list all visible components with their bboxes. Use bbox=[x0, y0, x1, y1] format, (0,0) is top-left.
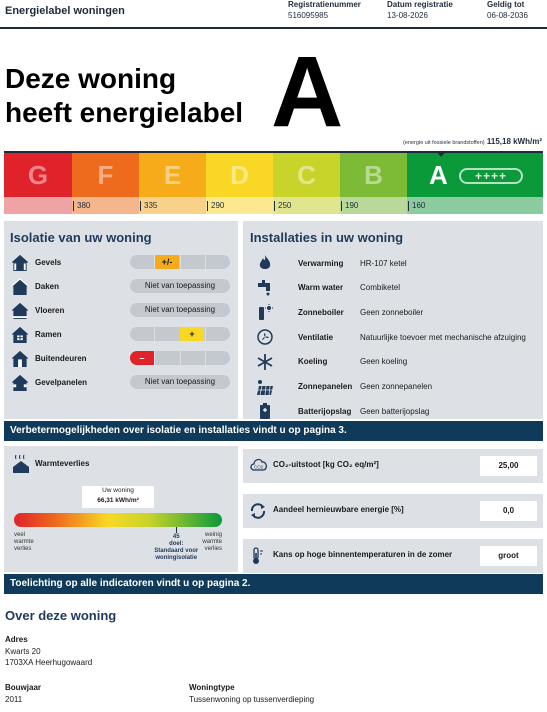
right-label-3: verlies bbox=[204, 546, 222, 552]
hero-line-1: Deze woning bbox=[5, 63, 177, 94]
svg-text:CO2: CO2 bbox=[254, 464, 264, 470]
installatie-value: Natuurlijke toevoer met mechanische afzuiging bbox=[360, 332, 526, 342]
indicator-2 bbox=[243, 494, 543, 528]
label-segment-d bbox=[206, 153, 273, 197]
installatie-value: Geen zonneboiler bbox=[360, 307, 424, 317]
isolatie-label: Gevels bbox=[35, 257, 62, 267]
scale-threshold: 380 bbox=[73, 201, 90, 211]
address-label: Adres bbox=[5, 635, 28, 644]
door-icon bbox=[10, 349, 30, 367]
indicator-1 bbox=[243, 449, 543, 483]
active-label-notch bbox=[436, 151, 446, 157]
indicator-value: 25,00 bbox=[480, 456, 537, 476]
installatie-label: Zonneboiler bbox=[298, 307, 344, 317]
address-line-2: 1703XA Heerhugowaard bbox=[5, 658, 93, 667]
target-label-1: doel: bbox=[169, 541, 184, 547]
renewable-icon bbox=[249, 502, 267, 525]
installatie-row-zonneboiler bbox=[255, 302, 540, 322]
target-label-3: woningisolatie bbox=[155, 555, 198, 561]
installatie-row-verwarming bbox=[255, 253, 540, 273]
scale-cell bbox=[340, 197, 407, 214]
valid-until bbox=[487, 0, 528, 22]
label-segment-b bbox=[340, 153, 407, 197]
scale-cell bbox=[72, 197, 139, 214]
indicator-3 bbox=[243, 539, 543, 573]
energy-label-bar bbox=[4, 151, 543, 197]
snowflake-icon bbox=[255, 353, 275, 371]
isolatie-row-ramen bbox=[10, 324, 232, 344]
document-header bbox=[0, 0, 547, 29]
left-scale-label bbox=[14, 532, 34, 553]
insulation-level-marker: – bbox=[130, 351, 154, 365]
label-segment-a bbox=[407, 153, 543, 197]
year-value: 2011 bbox=[5, 695, 23, 704]
installaties-panel bbox=[243, 221, 543, 419]
isolatie-label: Daken bbox=[35, 281, 60, 291]
label-letter: F bbox=[97, 159, 114, 190]
label-letter: B bbox=[364, 159, 383, 190]
warmteverlies-title: Warmteverlies bbox=[35, 459, 90, 468]
bubble-line-1: Uw woning bbox=[102, 487, 134, 494]
indicator-label: Aandeel hernieuwbare energie [%] bbox=[273, 505, 404, 514]
label-segment-f bbox=[72, 153, 139, 197]
installatie-value: Geen zonnepanelen bbox=[360, 382, 433, 391]
indicator-label: Kans op hoge binnentemperaturen in de zomer bbox=[273, 550, 453, 559]
valid-until-label: Geldig tot bbox=[487, 0, 525, 9]
isolatie-panel bbox=[4, 221, 238, 419]
window-icon bbox=[10, 325, 30, 343]
warmteverlies-bubble bbox=[82, 486, 154, 508]
label-letter: D bbox=[230, 159, 249, 190]
improvements-banner: Verbetermogelijkheden over isolatie en installaties vindt u op pagina 3. bbox=[4, 421, 543, 441]
year-label: Bouwjaar bbox=[5, 683, 42, 692]
co2-icon bbox=[249, 457, 269, 476]
hero-heading bbox=[5, 62, 265, 130]
isolatie-row-daken bbox=[10, 276, 232, 296]
not-applicable-badge: Niet van toepassing bbox=[130, 303, 230, 317]
isolatie-label: Buitendeuren bbox=[35, 353, 87, 363]
label-letter: A bbox=[429, 159, 448, 190]
energy-label-scale bbox=[4, 197, 543, 214]
insulation-level-marker: +/- bbox=[155, 255, 179, 269]
solar-boiler-icon bbox=[255, 303, 275, 321]
flame-icon bbox=[255, 254, 275, 272]
insulation-meter bbox=[130, 255, 230, 269]
target-tick bbox=[176, 527, 177, 533]
scale-threshold: 250 bbox=[274, 201, 291, 211]
document-title: Energielabel woningen bbox=[5, 5, 125, 17]
tap-icon bbox=[255, 279, 275, 297]
registration-date-value: 13-08-2026 bbox=[387, 11, 428, 20]
thermometer-icon bbox=[249, 547, 265, 570]
hero-line-2: heeft energielabel bbox=[5, 97, 244, 128]
right-label-1: weinig bbox=[204, 532, 222, 538]
scale-cell bbox=[206, 197, 273, 214]
isolatie-row-gevelpanelen bbox=[10, 372, 232, 392]
indicators-banner: Toelichting op alle indicatoren vindt u op pagina 2. bbox=[4, 574, 543, 594]
installatie-label: Warm water bbox=[298, 283, 344, 293]
label-letter: E bbox=[163, 159, 182, 190]
fossil-energy-value: 115,18 kWh/m² bbox=[486, 137, 542, 146]
installatie-row-ventilatie bbox=[255, 327, 540, 347]
label-segment-c bbox=[273, 153, 340, 197]
type-value: Tussenwoning op tussenverdieping bbox=[189, 695, 315, 704]
installatie-value: Geen koeling bbox=[360, 357, 408, 367]
left-label-2: warmte bbox=[14, 539, 34, 545]
installatie-label: Ventilatie bbox=[298, 332, 334, 342]
isolatie-label: Gevelpanelen bbox=[35, 377, 88, 387]
panel-icon bbox=[10, 373, 30, 391]
left-label-1: veel bbox=[14, 532, 26, 538]
scale-cell bbox=[407, 197, 543, 214]
installatie-label: Verwarming bbox=[298, 258, 344, 268]
isolatie-row-gevels bbox=[10, 252, 232, 272]
scale-cell bbox=[4, 197, 72, 214]
target-value: 45 bbox=[172, 534, 180, 540]
isolatie-row-buitendeuren bbox=[10, 348, 232, 368]
registration-number-label: Registratienummer bbox=[288, 0, 361, 9]
indicator-value: 0,0 bbox=[480, 501, 537, 521]
indicator-label: CO₂-uitstoot [kg CO₂ eq/m²] bbox=[273, 460, 379, 469]
warmteverlies-panel bbox=[4, 446, 238, 572]
insulation-level-marker: + bbox=[180, 327, 204, 341]
roof-icon bbox=[10, 277, 30, 295]
fan-icon bbox=[255, 328, 275, 346]
address-line-1: Kwarts 20 bbox=[5, 647, 41, 656]
installatie-value: Combiketel bbox=[360, 283, 401, 293]
installatie-label: Batterijopslag bbox=[298, 406, 352, 416]
floor-icon bbox=[10, 301, 30, 319]
installatie-row-batterijopslag bbox=[255, 401, 540, 421]
installaties-title: Installaties in uw woning bbox=[250, 230, 404, 245]
scale-cell bbox=[139, 197, 206, 214]
indicator-value: groot bbox=[480, 546, 537, 566]
scale-threshold: 160 bbox=[408, 201, 425, 211]
address-value bbox=[5, 646, 92, 668]
registration-date-label: Datum registratie bbox=[387, 0, 453, 9]
target-label-2: Standaard voor bbox=[154, 548, 199, 554]
scale-threshold: 290 bbox=[207, 201, 224, 211]
installatie-row-koeling bbox=[255, 352, 540, 372]
plus-badge: ++++ bbox=[459, 168, 523, 184]
isolatie-title: Isolatie van uw woning bbox=[10, 230, 152, 245]
isolatie-row-vloeren bbox=[10, 300, 232, 320]
not-applicable-badge: Niet van toepassing bbox=[130, 279, 230, 293]
label-letter: C bbox=[297, 159, 316, 190]
hero-energy-label: A bbox=[271, 36, 344, 148]
installatie-row-zonnepanelen bbox=[255, 377, 540, 397]
label-segment-g bbox=[4, 153, 72, 197]
bubble-line-2: 66,31 kWh/m² bbox=[97, 497, 139, 504]
registration-date bbox=[387, 0, 453, 22]
installatie-label: Zonnepanelen bbox=[298, 382, 353, 391]
right-label-2: warmte bbox=[202, 539, 222, 545]
installatie-row-warm-water bbox=[255, 278, 540, 298]
house-heat-icon bbox=[12, 454, 30, 474]
label-segment-e bbox=[139, 153, 206, 197]
fossil-energy-note: (energie uit fossiele brandstoffen) bbox=[403, 140, 485, 146]
battery-icon bbox=[255, 402, 275, 420]
valid-until-value: 06-08-2036 bbox=[487, 11, 528, 20]
type-label: Woningtype bbox=[189, 683, 235, 692]
left-label-3: verlies bbox=[14, 546, 32, 552]
facade-icon bbox=[10, 253, 30, 271]
fossil-energy-line bbox=[403, 137, 542, 146]
registration-number bbox=[288, 0, 361, 22]
warmteverlies-gradient-bar bbox=[14, 513, 222, 527]
registration-number-value: 516095985 bbox=[288, 11, 329, 20]
solar-panel-icon bbox=[255, 378, 275, 396]
scale-cell bbox=[273, 197, 340, 214]
isolatie-label: Vloeren bbox=[35, 305, 65, 315]
scale-threshold: 190 bbox=[341, 201, 358, 211]
installatie-label: Koeling bbox=[298, 357, 328, 367]
isolatie-label: Ramen bbox=[35, 329, 62, 339]
not-applicable-badge: Niet van toepassing bbox=[130, 375, 230, 389]
about-title: Over deze woning bbox=[5, 608, 117, 623]
scale-threshold: 335 bbox=[140, 201, 157, 211]
installatie-value: HR-107 ketel bbox=[360, 258, 407, 268]
installatie-value: Geen batterijopslag bbox=[360, 406, 430, 416]
label-letter: G bbox=[27, 159, 49, 190]
target-label bbox=[146, 534, 206, 562]
